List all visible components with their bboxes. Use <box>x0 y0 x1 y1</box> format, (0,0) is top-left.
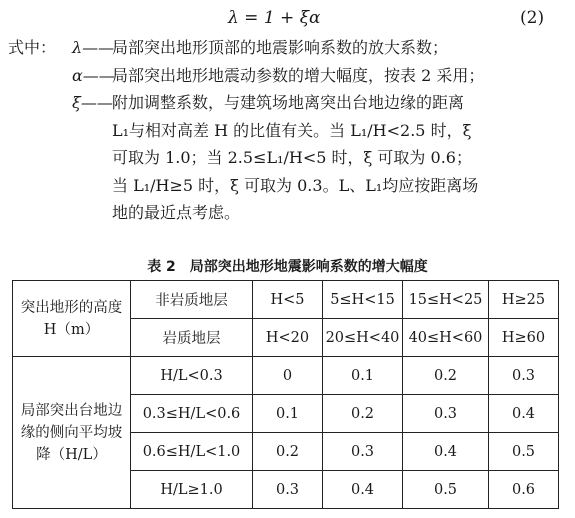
table-cell: 0.2 <box>253 433 323 471</box>
table-cell: 40≤H<60 <box>403 319 489 357</box>
table-cell: 0.5 <box>489 433 559 471</box>
coefficient-table <box>12 280 559 509</box>
table-cell: 0 <box>253 357 323 395</box>
table-cell: 0.4 <box>403 433 489 471</box>
table-cell: 0.4 <box>323 471 403 509</box>
definition-symbol: λ—— <box>72 38 115 57</box>
table-cell: H<20 <box>253 319 323 357</box>
table-cell: 0.1 <box>323 357 403 395</box>
definition-symbol: ξ—— <box>72 93 113 112</box>
table-row <box>13 281 559 319</box>
definition-row <box>8 62 570 90</box>
table-cell: 0.5 <box>403 471 489 509</box>
table-cell: 0.4 <box>489 395 559 433</box>
row-label: H/L<0.3 <box>131 357 253 395</box>
definitions-lead: 式中： <box>8 38 57 57</box>
row-label: 0.3≤H/L<0.6 <box>131 395 253 433</box>
table-cell: 0.3 <box>489 357 559 395</box>
formula-number: (2) <box>520 8 545 28</box>
definition-continuation: 可取为 1.0；当 2.5≤L₁/H<5 时，ξ 可取为 0.6； <box>112 148 472 167</box>
table-title: 表 2 局部突出地形地震影响系数的增大幅度 <box>147 259 428 275</box>
table-row <box>13 357 559 395</box>
slope-label: 局部突出台地边缘的侧向平均坡降（H/L） <box>13 357 131 509</box>
definition-row <box>8 34 570 62</box>
table-cell: 0.1 <box>253 395 323 433</box>
definition-symbol: α—— <box>72 65 115 85</box>
table-cell: 0.3 <box>323 433 403 471</box>
definition-continuation: 当 L₁/H≥5 时，ξ 可取为 0.3。L、L₁均应按距离场 <box>112 175 479 195</box>
table-cell: 0.2 <box>323 395 403 433</box>
row-label: 0.6≤H/L<1.0 <box>131 433 253 471</box>
table-cell: 0.3 <box>253 471 323 509</box>
table-cell: 20≤H<40 <box>323 319 403 357</box>
definition-text: 附加调整系数，与建筑场地离突出台地边缘的距离 <box>112 93 465 112</box>
table-cell: H≥60 <box>489 319 559 357</box>
definition-row <box>8 89 570 117</box>
table-cell: 0.2 <box>403 357 489 395</box>
formula-expression: λ = 1 + ξα <box>228 8 321 28</box>
row-label: 岩质地层 <box>131 319 253 357</box>
height-label: 突出地形的高度 H（m） <box>13 281 131 357</box>
table-cell: 15≤H<25 <box>403 281 489 319</box>
definition-text: 局部突出地形顶部的地震影响系数的放大系数； <box>112 38 449 57</box>
table-cell: 0.3 <box>403 395 489 433</box>
definitions <box>8 34 570 227</box>
definition-continuation: L₁与相对高差 H 的比值有关。当 L₁/H<2.5 时，ξ <box>112 120 472 140</box>
table-cell: H<5 <box>253 281 323 319</box>
table-cell: 5≤H<15 <box>323 281 403 319</box>
row-label: H/L≥1.0 <box>131 471 253 509</box>
table-cell: H≥25 <box>489 281 559 319</box>
table-cell: 0.6 <box>489 471 559 509</box>
row-label: 非岩质地层 <box>131 281 253 319</box>
definition-text: 局部突出地形地震动参数的增大幅度，按表 2 采用； <box>112 65 485 85</box>
formula-line <box>0 6 575 32</box>
definition-continuation: 地的最近点考虑。 <box>112 203 241 222</box>
